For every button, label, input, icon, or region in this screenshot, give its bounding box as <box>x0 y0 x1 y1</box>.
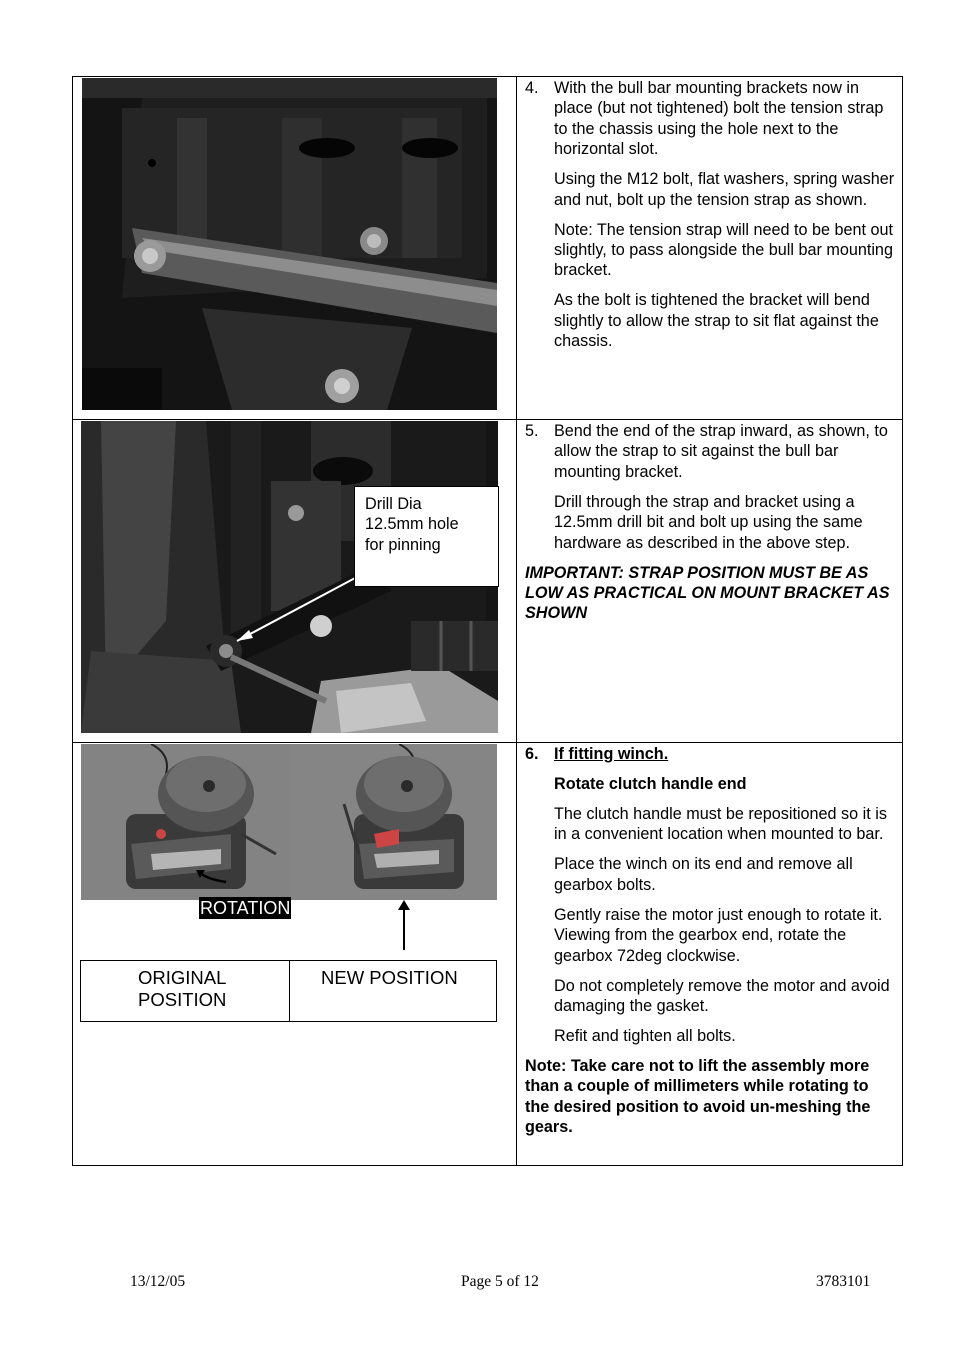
callout-line-2: 12.5mm hole <box>365 515 459 534</box>
new-position-label: NEW POSITION <box>321 967 458 988</box>
important-notice: IMPORTANT: STRAP POSITION MUST BE AS LOW AS PRACTICAL ON MOUNT BRACKET AS SHOWN <box>525 563 890 623</box>
step-6-paragraph-3: Gently raise the motor just enough to rotate it. Viewing from the gearbox end, rotate the gearbox 72deg clockwise. <box>554 905 883 965</box>
winch-new-photo <box>289 744 497 900</box>
step-number: 5. <box>525 422 539 440</box>
step-5-paragraph-1 <box>525 421 895 482</box>
step-6-paragraph-2: Place the winch on its end and remove all gearbox bolts. <box>554 855 853 894</box>
callout-line-3: for pinning <box>365 535 441 554</box>
drill-callout <box>354 486 499 587</box>
step-4-paragraph-3: Note: The tension strap will need to be bent out slightly, to pass alongside the bull bar mounting bracket. <box>554 220 893 280</box>
step-5-text <box>525 421 895 624</box>
callout-line-1: Drill Dia <box>365 495 422 513</box>
footer-date: 13/12/05 <box>130 1273 186 1290</box>
footer-doc-number: 3783101 <box>816 1273 871 1290</box>
step-6-paragraph-1: The clutch handle must be repositioned so it is in a convenient location when mounted to bar. <box>554 805 887 844</box>
row-divider-1 <box>72 419 903 420</box>
original-label-line-1: ORIGINAL <box>138 967 227 988</box>
paragraph-text: With the bull bar mounting brackets now in place (but not tightened) bolt the tension strap to the chassis using the hole next to the horizontal slot. <box>554 79 884 159</box>
position-divider <box>289 961 290 1021</box>
step-4-text <box>525 78 895 361</box>
original-position-label <box>138 967 226 1011</box>
heading-text: If fitting winch. <box>554 745 669 763</box>
step-number: 4. <box>525 79 539 97</box>
step-5-paragraph-2: Drill through the strap and bracket using a 12.5mm drill bit and bolt up using the same hardware as described in the above step. <box>554 492 863 552</box>
position-labels-table <box>80 960 497 1022</box>
winch-original-photo <box>81 744 289 900</box>
paragraph-text: Bend the end of the strap inward, as shown, to allow the strap to sit against the bull bar mounting bracket. <box>554 422 888 481</box>
step-6-note: Note: Take care not to lift the assembly more than a couple of millimeters while rotating to the desired position to avoid un-meshing the gears. <box>525 1057 871 1137</box>
step-6-heading <box>525 744 895 764</box>
step-6-paragraph-4: Do not completely remove the motor and avoid damaging the gasket. <box>554 976 890 1016</box>
column-divider <box>516 76 517 1166</box>
step-6-paragraph-5: Refit and tighten all bolts. <box>554 1027 736 1046</box>
step-number: 6. <box>525 745 539 763</box>
up-arrow-icon <box>396 900 412 952</box>
step-6-subheading: Rotate clutch handle end <box>554 775 747 793</box>
row-divider-2 <box>72 742 903 743</box>
step-6-text <box>525 744 895 1138</box>
chassis-strap-photo <box>82 78 497 410</box>
step-4-paragraph-2: Using the M12 bolt, flat washers, spring washer and nut, bolt up the tension strap as shown. <box>554 170 895 209</box>
step-4-paragraph-4: As the bolt is tightened the bracket will bend slightly to allow the strap to sit flat against the chassis. <box>554 291 879 351</box>
footer-page-number: Page 5 of 12 <box>461 1273 539 1290</box>
rotation-label: ROTATION <box>200 898 291 918</box>
step-4-paragraph-1 <box>525 78 895 160</box>
original-label-line-2: POSITION <box>138 989 227 1010</box>
